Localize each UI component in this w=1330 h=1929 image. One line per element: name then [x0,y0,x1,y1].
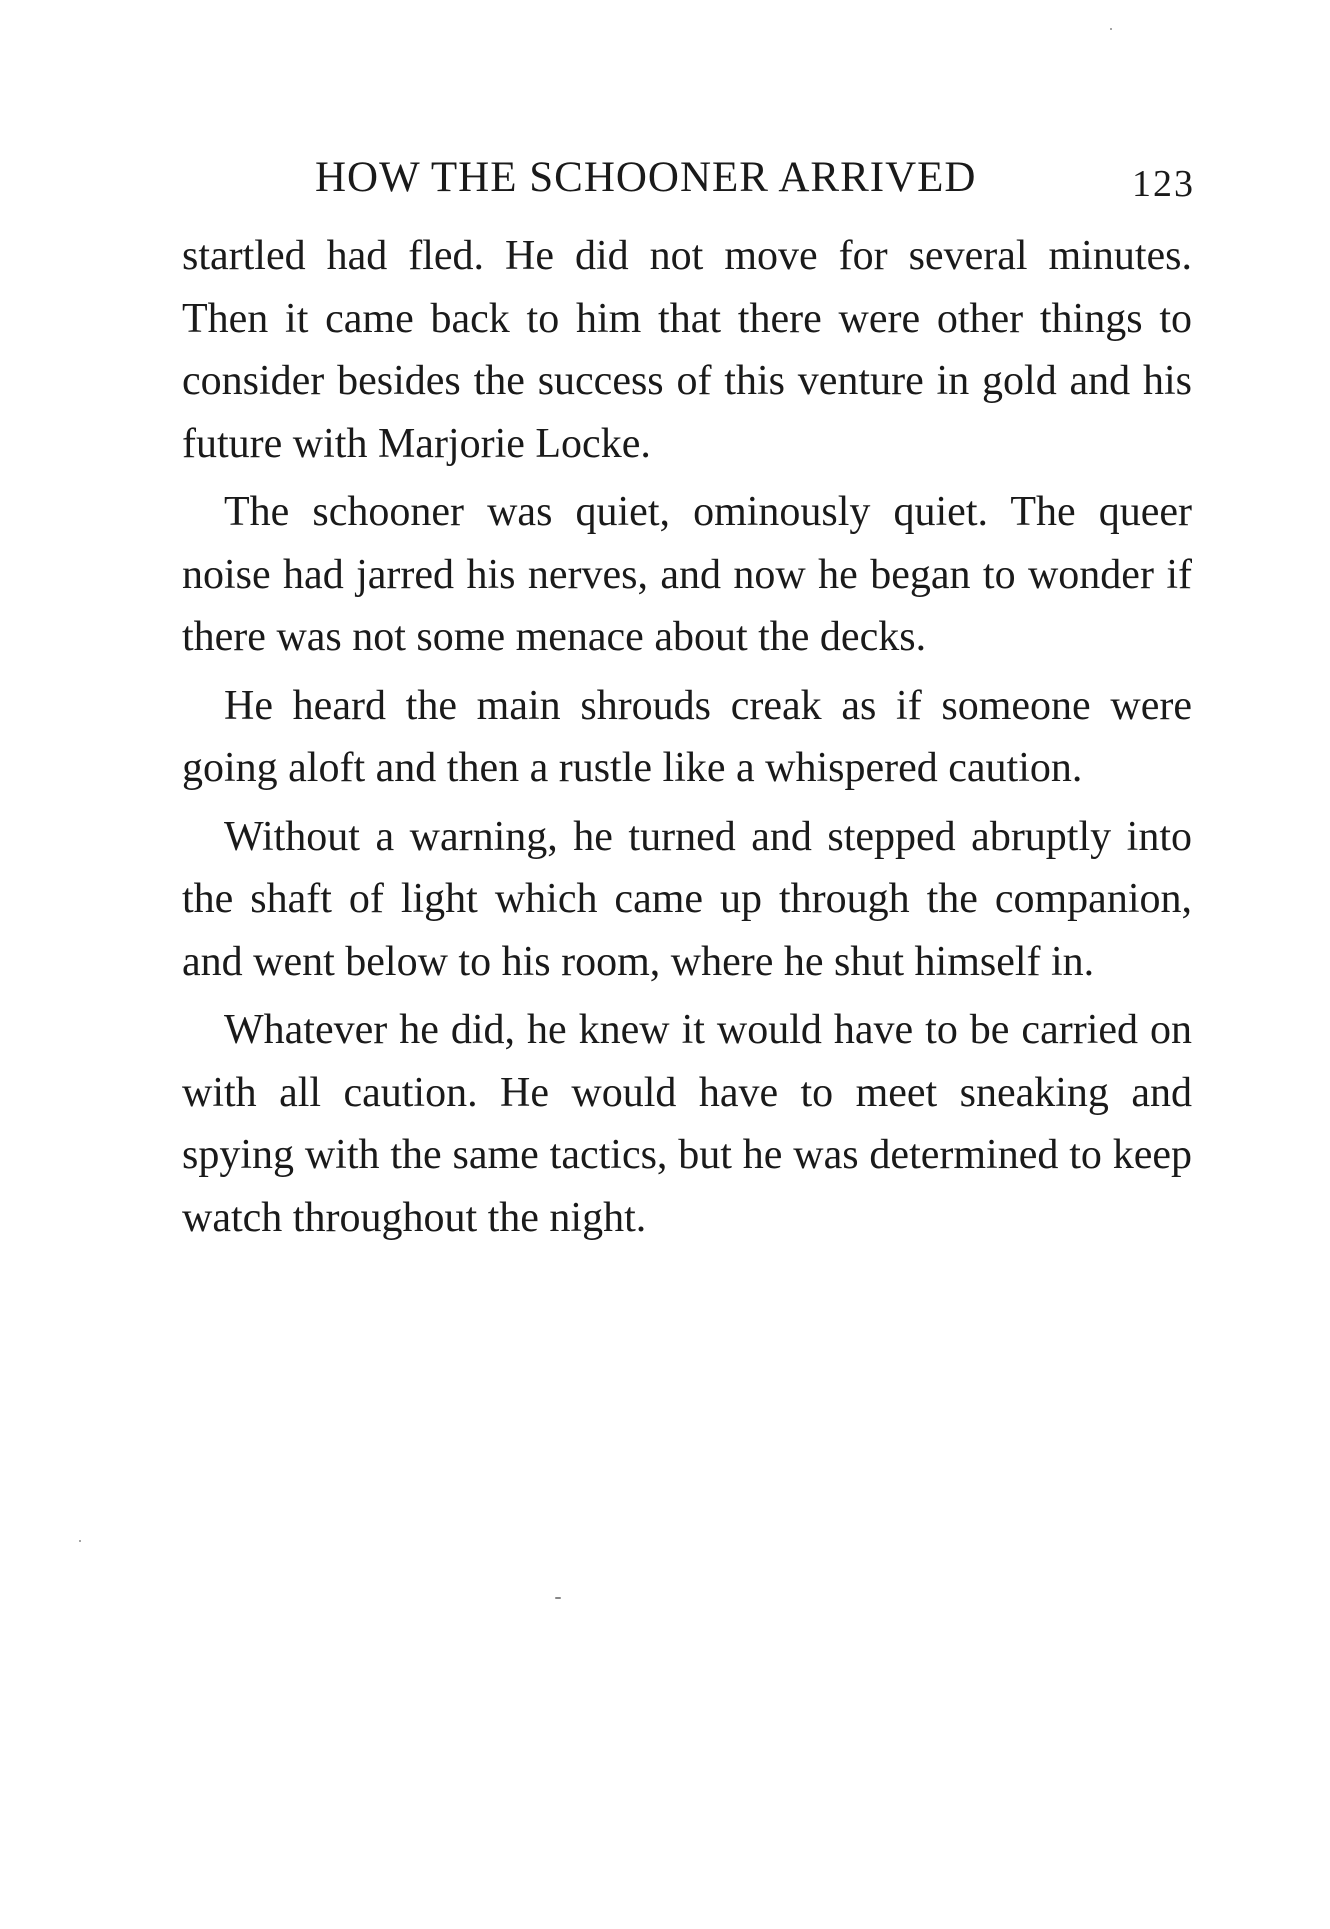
page-number: 123 [1132,163,1195,205]
body-text [182,225,1192,1255]
scan-speck [79,1540,81,1542]
scan-speck [555,1597,561,1599]
running-head [315,150,1195,206]
paragraph: The schooner was quiet, ominously quiet. The queer noise had jarred his nerves, and now he began to wonder if there was not some menace about the decks. [182,489,1192,660]
running-title: HOW THE SCHOONER ARRIVED [315,154,977,201]
paragraph: Whatever he did, he knew it would have to be carried on with all caution. He would have to meet sneaking and spying with the same tactics, but he was determined to keep watch throughout the night. [182,1007,1192,1241]
scan-speck [1110,28,1112,30]
paragraph: He heard the main shrouds creak as if someone were going aloft and then a rustle like a whispered caution. [182,682,1192,791]
paragraph: Without a warning, he turned and stepped abruptly into the shaft of light which came up through the companion, and went below to his room, where he shut himself in. [182,813,1192,985]
paragraph: startled had fled. He did not move for several minutes. Then it came back to him that there were other things to consider besides the success of this venture in gold and his future with Marjorie Locke. [182,233,1192,467]
